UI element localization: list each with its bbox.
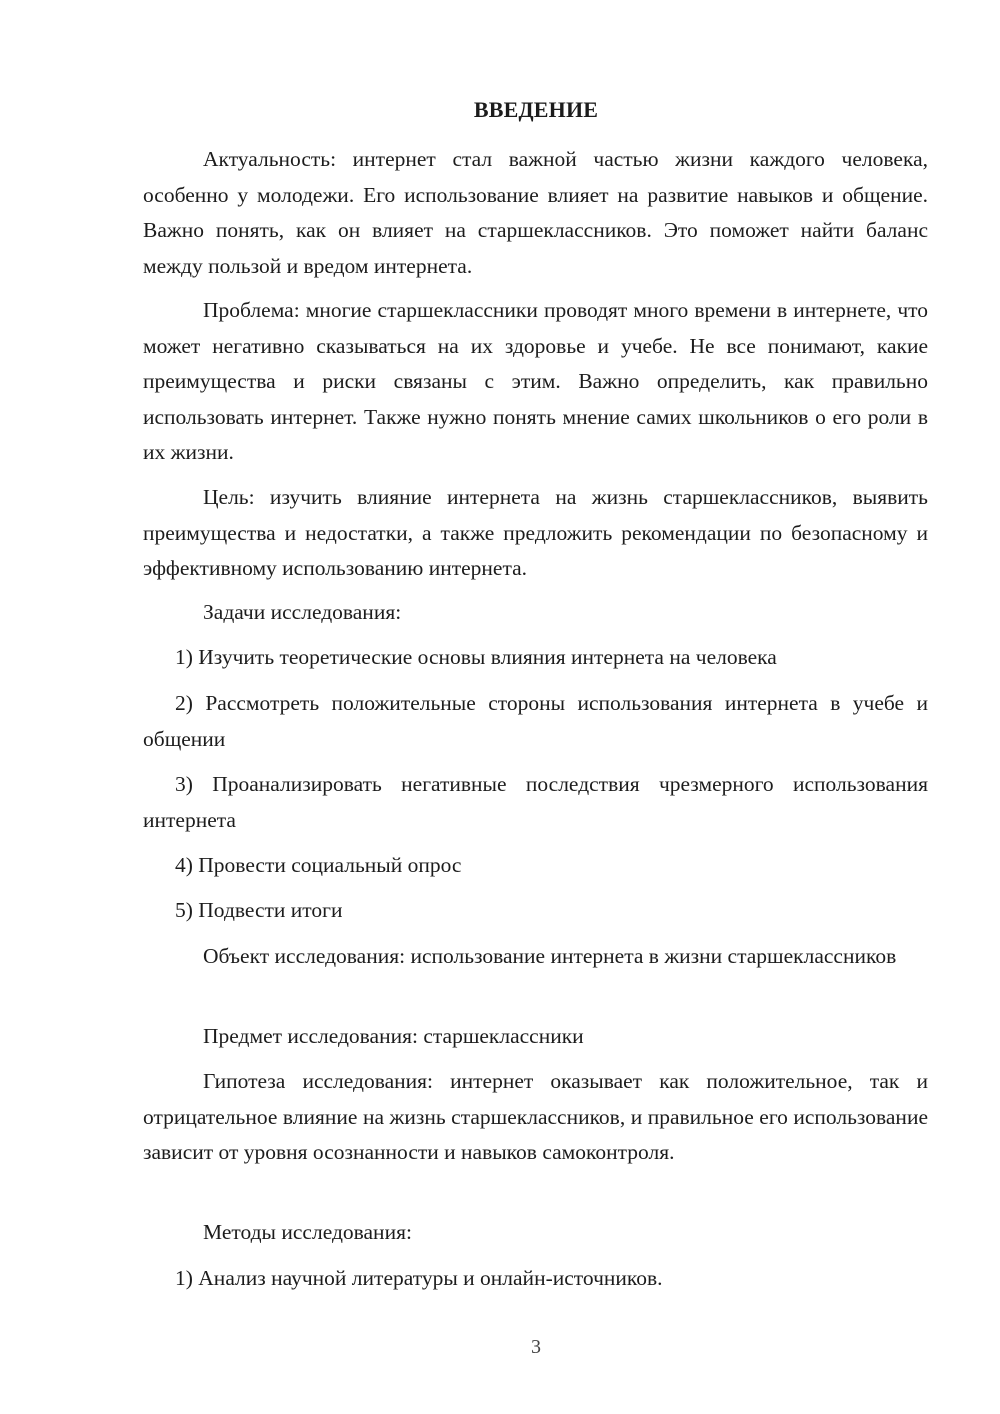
methods-heading: Методы исследования: [203,1220,412,1244]
paragraph-hypothesis: Гипотеза исследования: интернет оказывает как положительное, так и отрицательное влияние на жизнь старшеклассников, и правильное его использование зависит от уровня осознанности и навыков самоконтроля. [143,1069,928,1164]
task-item-1: 1) Изучить теоретические основы влияния интернета на человека [175,645,777,669]
method-item-1: 1) Анализ научной литературы и онлайн-источников. [175,1266,663,1290]
paragraph-subject: Предмет исследования: старшеклассники [203,1024,584,1048]
task-item-2: 2) Рассмотреть положительные стороны использования интернета в учебе и общении [143,691,928,751]
paragraph-relevance: Актуальность: интернет стал важной частью жизни каждого человека, особенно у молодежи. Его использование влияет на развитие навыков и общение. Важно понять, как он влияет на старшеклассников. Это поможет найти баланс между пользой и вредом интернета. [143,147,928,278]
task-item-3: 3) Проанализировать негативные последствия чрезмерного использования интернета [143,772,928,832]
paragraph-problem: Проблема: многие старшеклассники проводят много времени в интернете, что может негативно сказываться на их здоровье и учебе. Не все понимают, какие преимущества и риски связаны с этим. Важно определить, как правильно использовать интернет. Также нужно понять мнение самих школьников о его роли в их жизни. [143,298,928,464]
task-item-5: 5) Подвести итоги [175,898,343,922]
task-item-4: 4) Провести социальный опрос [175,853,462,877]
tasks-heading: Задачи исследования: [203,600,402,624]
paragraph-object: Объект исследования: использование интернета в жизни старшеклассников [203,944,897,968]
paragraph-goal: Цель: изучить влияние интернета на жизнь старшеклассников, выявить преимущества и недостатки, а также предложить рекомендации по безопасному и эффективному использованию интернета. [143,485,928,580]
page-title: ВВЕДЕНИЕ [473,97,599,122]
page-number: 3 [531,1336,541,1358]
